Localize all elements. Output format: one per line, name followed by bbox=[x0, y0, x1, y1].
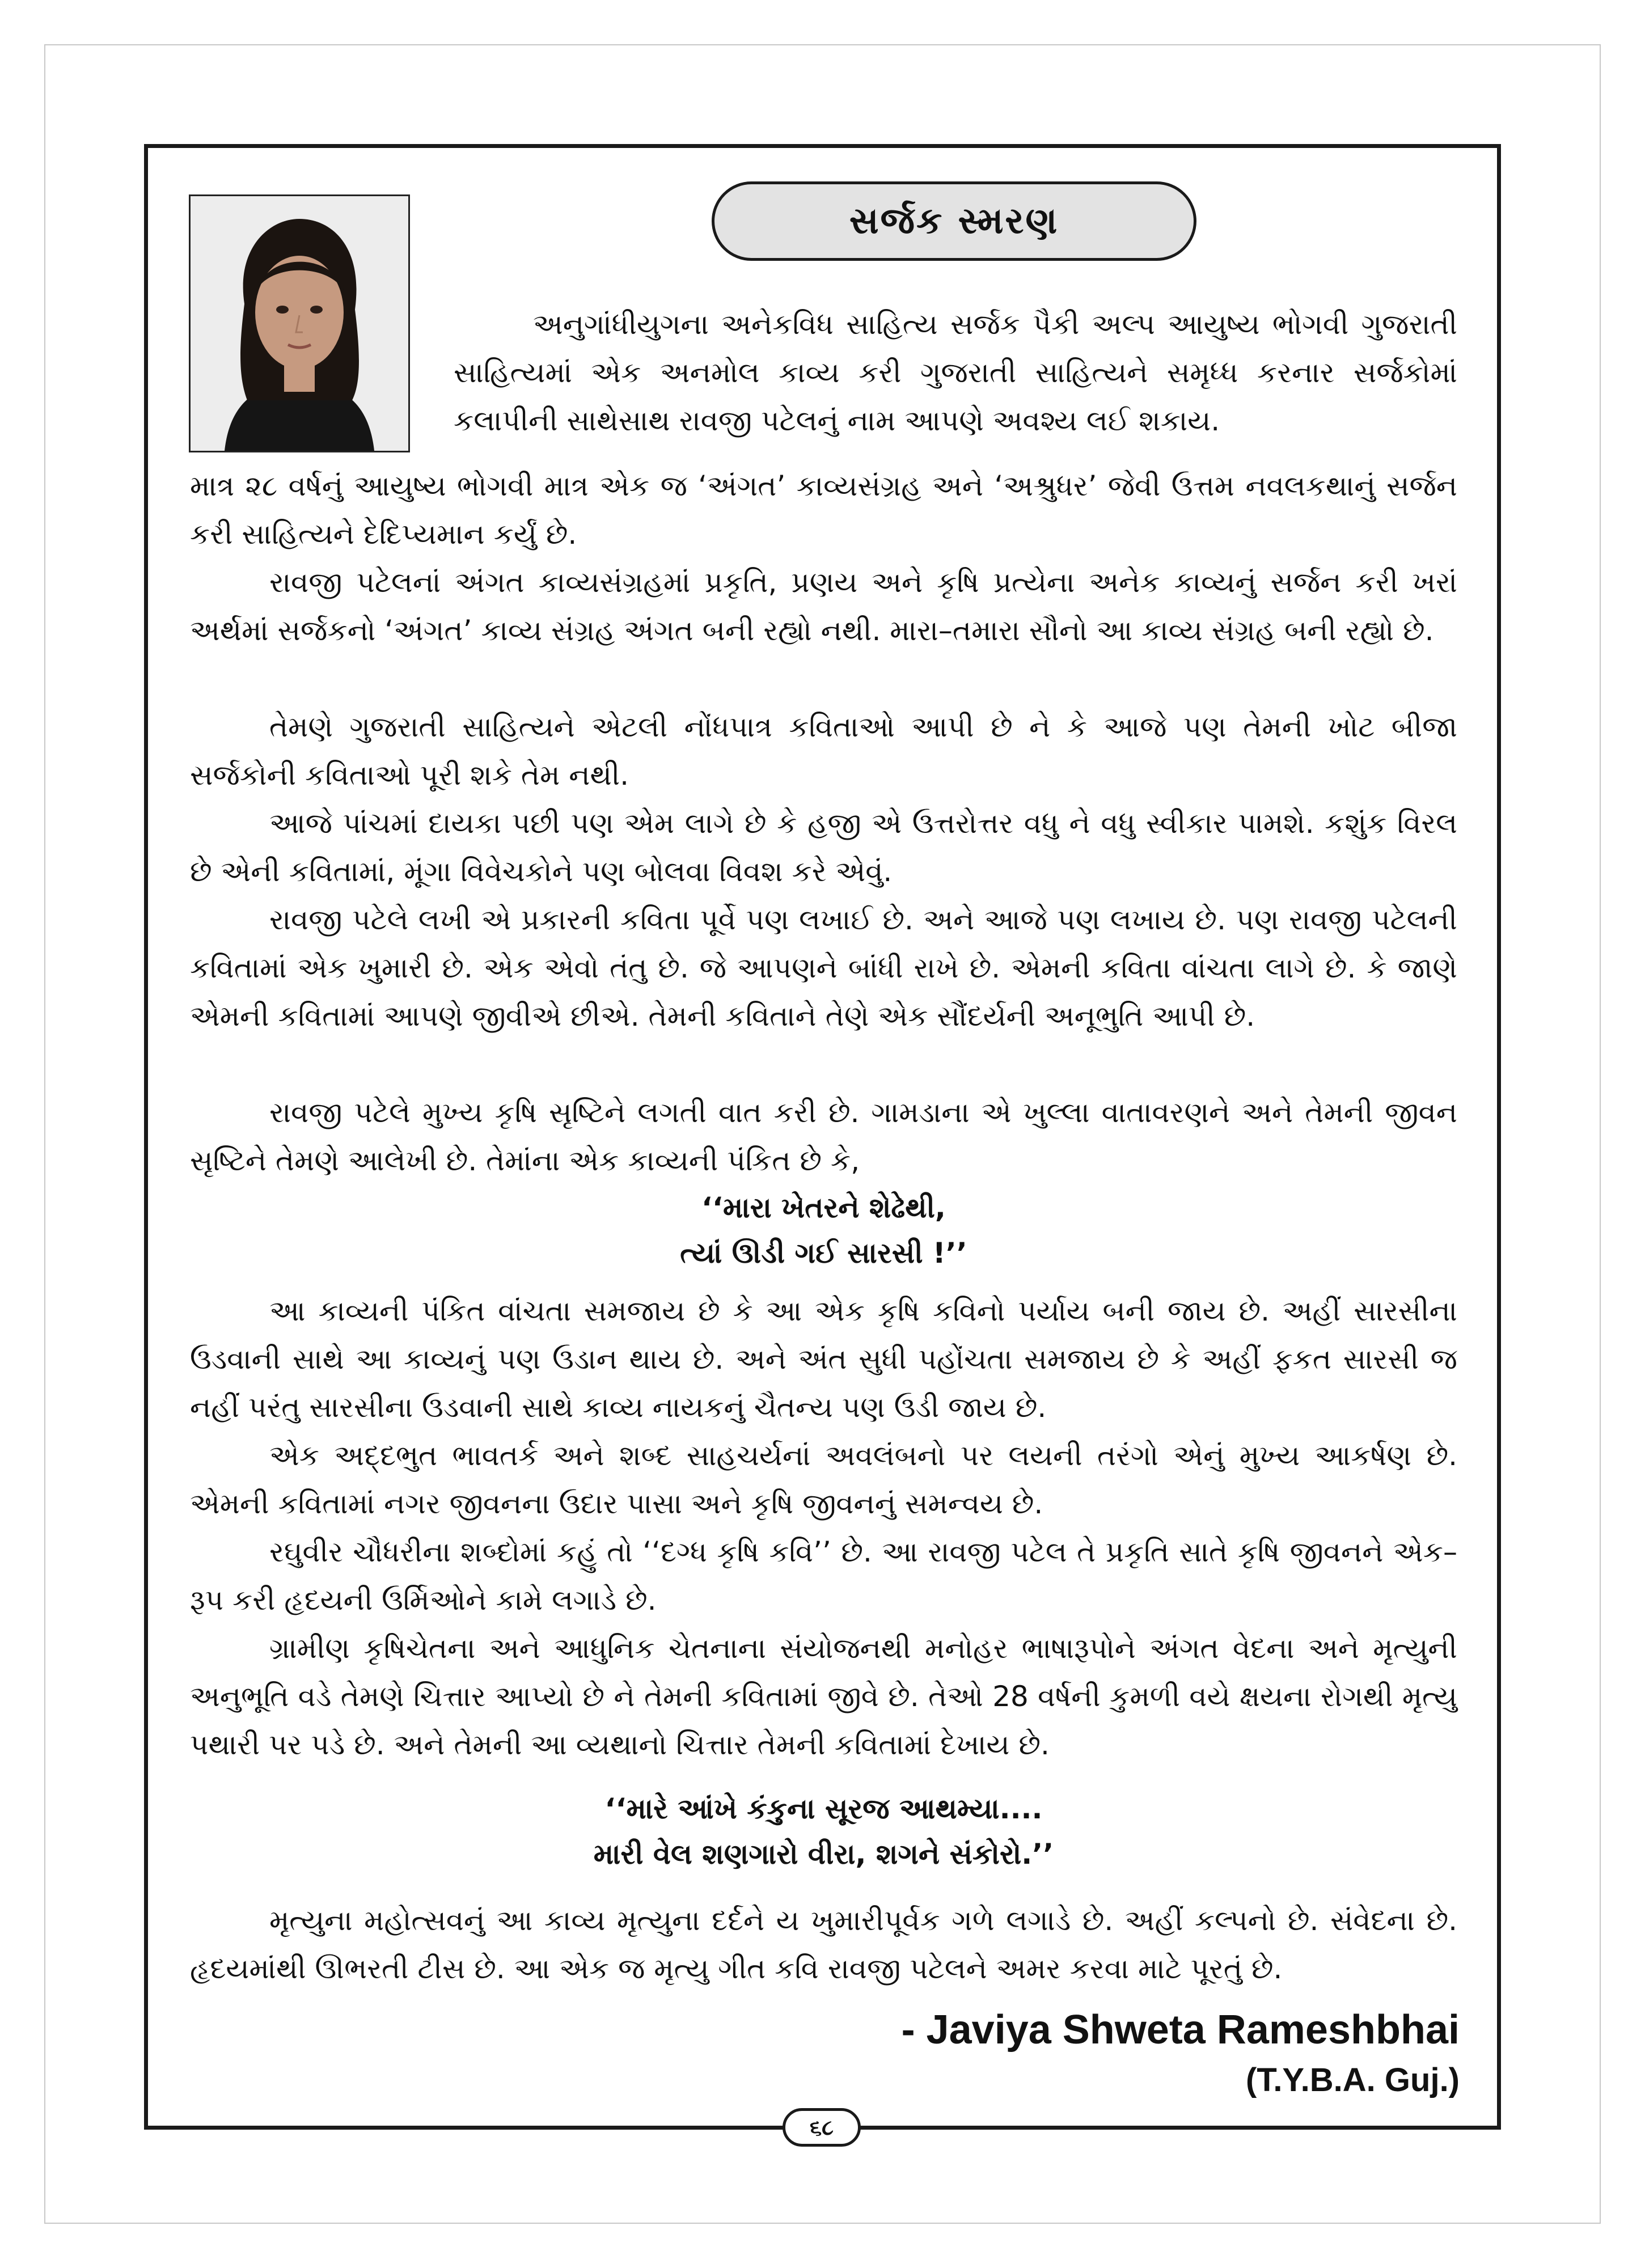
intro-paragraph: અનુગાંધીયુગના અનેકવિધ સાહિત્ય સર્જક પૈકી અલ્પ આયુષ્ય ભોગવી ગુજરાતી સાહિત્યમાં એક અનમોલ કાવ્ય કરી ગુજરાતી સાહિત્યને સમૃધ્ધ કરનાર સર્જકોમાં કલાપીની સાથેસાથ રાવજી પટેલનું નામ આપણે અવશ્ય લઈ શકાય. bbox=[454, 308, 1457, 437]
paragraph-8: એક અદ્દભુત ભાવતર્ક અને શબ્દ સાહચર્યનાં અવલંબનો પર લયની તરંગો એનું મુખ્ય આકર્ષણ છે. એમની કવિતામાં નગર જીવનના ઉદાર પાસા અને કૃષિ જીવનનું સમન્વય છે. bbox=[190, 1439, 1457, 1520]
paragraph-10: ગ્રામીણ કૃષિચેતના અને આધુનિક ચેતનાના સંયોજનથી મનોહર ભાષારૂપોને અંગત વેદના અને મૃત્યુની અનુભૂતિ વડે તેમણે ચિત્તાર આપ્યો છે ને તેમની કવિતામાં જીવે છે. તેઓ 28 વર્ષની કુમળી વયે ક્ષયના રોગથી મૃત્યુ પથારી પર પડે છે. અને તેમની આ વ્યથાનો ચિત્તાર તેમની કવિતામાં દેખાય છે. bbox=[190, 1632, 1457, 1761]
paragraph-7: આ કાવ્યની પંકિત વાંચતા સમજાય છે કે આ એક કૃષિ કવિનો પર્યાય બની જાય છે. અહીં સારસીના ઉડવાની સાથે આ કાવ્યનું પણ ઉડાન થાય છે. અને અંત સુધી પહોંચતા સમજાય છે કે અહીં ફકત સારસી જ નહીં પરંતુ સારસીના ઉડવાની સાથે કાવ્ય નાયકનું ચૈતન્ય પણ ઉડી જાય છે. bbox=[190, 1294, 1457, 1424]
author-name: - Javiya Shweta Rameshbhai bbox=[901, 2007, 1460, 2053]
paragraph-3: તેમણે ગુજરાતી સાહિત્યને એટલી નોંધપાત્ર કવિતાઓ આપી છે ને કે આજે પણ તેમની ખોટ બીજા સર્જકોની કવિતાઓ પૂરી શકે તેમ નથી. bbox=[190, 710, 1457, 792]
portrait-image bbox=[191, 196, 408, 451]
quote-2-line-2: મારી વેલ શણગારો વીરા, શગને સંકોરો.’’ bbox=[593, 1838, 1054, 1871]
author-photo bbox=[189, 194, 410, 452]
page-title bbox=[712, 181, 1196, 261]
paragraph-1: માત્ર ૨૮ વર્ષનું આયુષ્ય ભોગવી માત્ર એક જ ‘અંગત’ કાવ્યસંગ્રહ અને ‘અશ્રુધર’ જેવી ઉત્તમ નવલકથાનું સર્જન કરી સાહિત્યને દેદિપ્યમાન કર્યું છે. bbox=[190, 469, 1457, 551]
quote-1-line-1: ‘‘મારા ખેતરને શેઢેથી, bbox=[701, 1191, 946, 1224]
paragraph-6: રાવજી પટેલે મુખ્ય કૃષિ સૃષ્ટિને લગતી વાત કરી છે. ગામડાના એ ખુલ્લા વાતાવરણને અને તેમની જીવન સૃષ્ટિને તેમણે આલેખી છે. તેમાંના એક કાવ્યની પંકિત છે કે, bbox=[190, 1096, 1457, 1177]
paragraph-2: રાવજી પટેલનાં અંગત કાવ્યસંગ્રહમાં પ્રકૃતિ, પ્રણય અને કૃષિ પ્રત્યેના અનેક કાવ્યનું સર્જન કરી ખરાં અર્થમાં સર્જકનો ‘અંગત’ કાવ્ય સંગ્રહ અંગત બની રહ્યો નથી. મારા–તમારા સૌનો આ કાવ્ય સંગ્રહ બની રહ્યો છે. bbox=[190, 566, 1457, 647]
quote-2-line-1: ‘‘મારે આંખે કંકુના સૂરજ આથમ્યા.... bbox=[604, 1792, 1043, 1825]
paragraph-5: રાવજી પટેલે લખી એ પ્રકારની કવિતા પૂર્વે પણ લખાઈ છે. અને આજે પણ લખાય છે. પણ રાવજી પટેલની કવિતામાં એક ખુમારી છે. એક એવો તંતુ છે. જે આપણને બાંધી રાખે છે. એમની કવિતા વાંચતા લાગે છે. કે જાણે એમની કવિતામાં આપણે જીવીએ છીએ. તેમની કવિતાને તેણે એક સૌંદર્યની અનૂભુતિ આપી છે. bbox=[190, 903, 1457, 1033]
page-number: ૬૮ bbox=[809, 2114, 834, 2140]
author-class: (T.Y.B.A. Guj.) bbox=[1246, 2062, 1460, 2098]
quote-1-line-2: ત્યાં ઊડી ગઈ સારસી !’’ bbox=[680, 1237, 967, 1270]
paragraph-9: રઘુવીર ચૌધરીના શબ્દોમાં કહું તો ‘‘દગ્ધ કૃષિ કવિ’’ છે. આ રાવજી પટેલ તે પ્રકૃતિ સાતે કૃષિ જીવનને એક–રૂપ કરી હૃદયની ઉર્મિઓને કામે લગાડે છે. bbox=[190, 1535, 1457, 1617]
page-title-text: સર્જક સ્મરણ bbox=[849, 200, 1059, 242]
closing-paragraph: મૃત્યુના મહોત્સવનું આ કાવ્ય મૃત્યુના દર્દને ય ખુમારીપૂર્વક ગળે લગાડે છે. અહીં કલ્પનો છે. સંવેદના છે. હૃદયમાંથી ઊભરતી ટીસ છે. આ એક જ મૃત્યુ ગીત કવિ રાવજી પટેલને અમર કરવા માટે પૂરતું છે. bbox=[190, 1904, 1457, 1985]
paragraph-4: આજે પાંચમાં દાયકા પછી પણ એમ લાગે છે કે હજી એ ઉત્તરોત્તર વધુ ને વધુ સ્વીકાર પામશે. કશુંક વિરલ છે એની કવિતામાં, મૂંગા વિવેચકોને પણ બોલવા વિવશ કરે એવું. bbox=[190, 807, 1457, 888]
page-number-badge bbox=[783, 2108, 861, 2147]
